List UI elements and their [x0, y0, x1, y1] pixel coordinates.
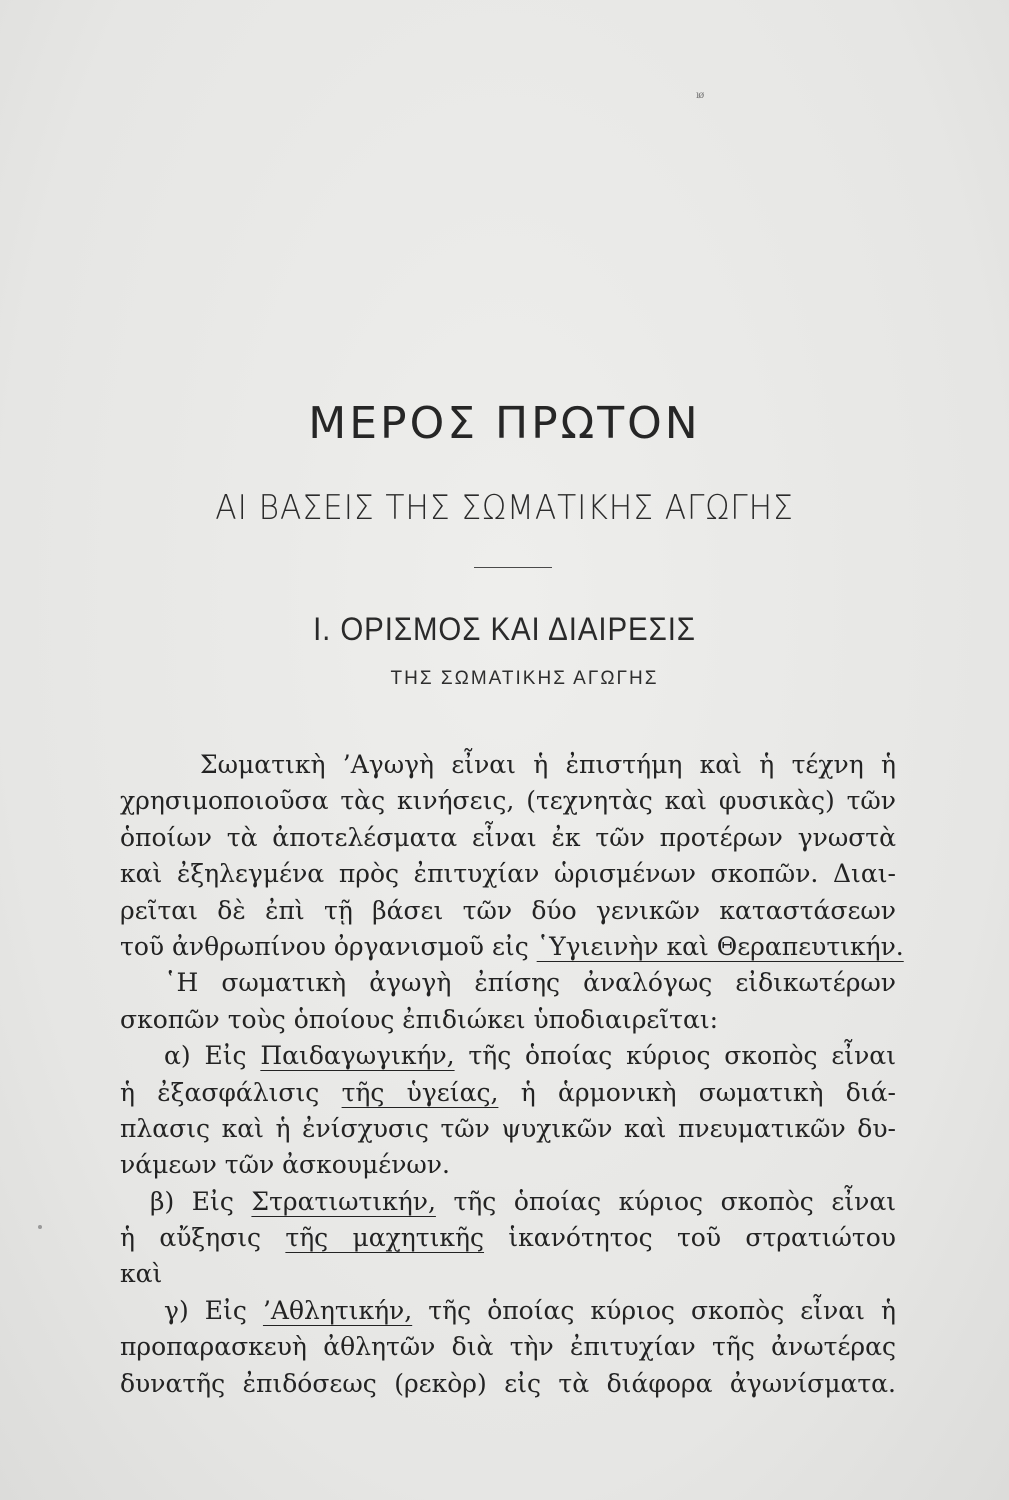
text-span: τοῦ ἀνθρωπίνου ὀργανισμοῦ εἰς: [120, 931, 537, 961]
page-speck: ıø: [696, 90, 704, 101]
text-line: ὁποίων τὰ ἀποτελέσματα εἶναι ἐκ τῶν προτέρων γνωστὰ: [120, 822, 896, 852]
underlined-term: τῆς ὑγείας,: [341, 1077, 499, 1107]
text-line: [120, 929, 904, 965]
text-line: χρησιμοποιοῦσα τὰς κινήσεις, (τεχνητὰς καὶ φυσικὰς) τῶν: [120, 786, 896, 816]
text-line: Σωματικὴ ’Αγωγὴ εἶναι ἡ ἐπιστήμη καὶ ἡ τέχνη ἡ: [200, 750, 896, 779]
text-span: τῆς ὁποίας κύριος σκοπὸς εἶναι: [435, 1186, 897, 1216]
text-line: δυνατῆς ἐπιδόσεως (ρεκὸρ) εἰς τὰ διάφορα ἀγωνίσματα.: [120, 1368, 896, 1398]
text-line: [120, 1293, 896, 1329]
text-line: προπαρασκευὴ ἀθλητῶν διὰ τὴν ἐπιτυχίαν τῆς ἀνωτέρας: [120, 1332, 896, 1362]
text-line: [120, 1220, 896, 1256]
underlined-term: Παιδαγωγικήν,: [260, 1041, 455, 1071]
section-divider: [474, 567, 552, 568]
text-span: β) Εἰς: [150, 1186, 252, 1216]
text-line: [120, 1075, 896, 1111]
part-title: ΜΕΡΟΣ ΠΡΩΤΟΝ: [308, 398, 701, 449]
text-line: [120, 1038, 896, 1074]
underlined-term: τῆς μαχητικῆς: [285, 1223, 485, 1253]
text-line: [120, 1184, 896, 1220]
text-span: ἡ ἐξασφάλισις: [120, 1077, 342, 1107]
chapter-subtitle: ΤΗΣ ΣΩΜΑΤΙΚΗΣ ΑΓΩΓΗΣ: [390, 668, 659, 689]
text-line: σκοπῶν τοὺς ὁποίους ἐπιδιώκει ὑποδιαιρεῖται:: [120, 1004, 719, 1034]
text-span: ἡ ἁρμονικὴ σωματικὴ διά-: [498, 1077, 896, 1107]
underlined-term: ’Αθλητικήν,: [262, 1295, 413, 1325]
text-line: καὶ ἐξηλεγμένα πρὸς ἐπιτυχίαν ὡρισμένων σκοπῶν. Διαι-: [120, 859, 896, 889]
text-span: γ) Εἰς: [164, 1295, 263, 1325]
chapter-title: Ι. ΟΡΙΣΜΟΣ ΚΑΙ ΔΙΑΙΡΕΣΙΣ: [313, 611, 696, 647]
text-line: πλασις καὶ ἡ ἐνίσχυσις τῶν ψυχικῶν καὶ πνευματικῶν δυ-: [120, 1113, 896, 1143]
text-line: καὶ: [120, 1259, 163, 1289]
margin-speck: [38, 1225, 42, 1229]
text-span: α) Εἰς: [164, 1041, 261, 1071]
text-span: ἡ αὔξησις: [120, 1223, 286, 1253]
text-line: ῾Η σωματικὴ ἀγωγὴ ἐπίσης ἀναλόγως εἰδικωτέρων: [164, 968, 896, 998]
text-line: ρεῖται δὲ ἐπὶ τῇ βάσει τῶν δύο γενικῶν καταστάσεων: [120, 895, 896, 925]
text-span: ἱκανότητος τοῦ στρατιώτου: [484, 1223, 896, 1253]
text-span: τῆς ὁποίας κύριος σκοπὸς εἶναι ἡ: [412, 1295, 896, 1325]
text-span: τῆς ὁποίας κύριος σκοπὸς εἶναι: [454, 1041, 896, 1071]
body-text: [120, 747, 904, 1402]
underlined-term: ῾Υγιεινὴν καὶ Θεραπευτικήν.: [536, 931, 904, 961]
part-subtitle: ΑΙ ΒΑΣΕΙΣ ΤΗΣ ΣΩΜΑΤΙΚΗΣ ΑΓΩΓΗΣ: [215, 488, 794, 528]
underlined-term: Στρατιωτικήν,: [251, 1186, 436, 1216]
text-line: νάμεων τῶν ἀσκουμένων.: [120, 1150, 450, 1180]
